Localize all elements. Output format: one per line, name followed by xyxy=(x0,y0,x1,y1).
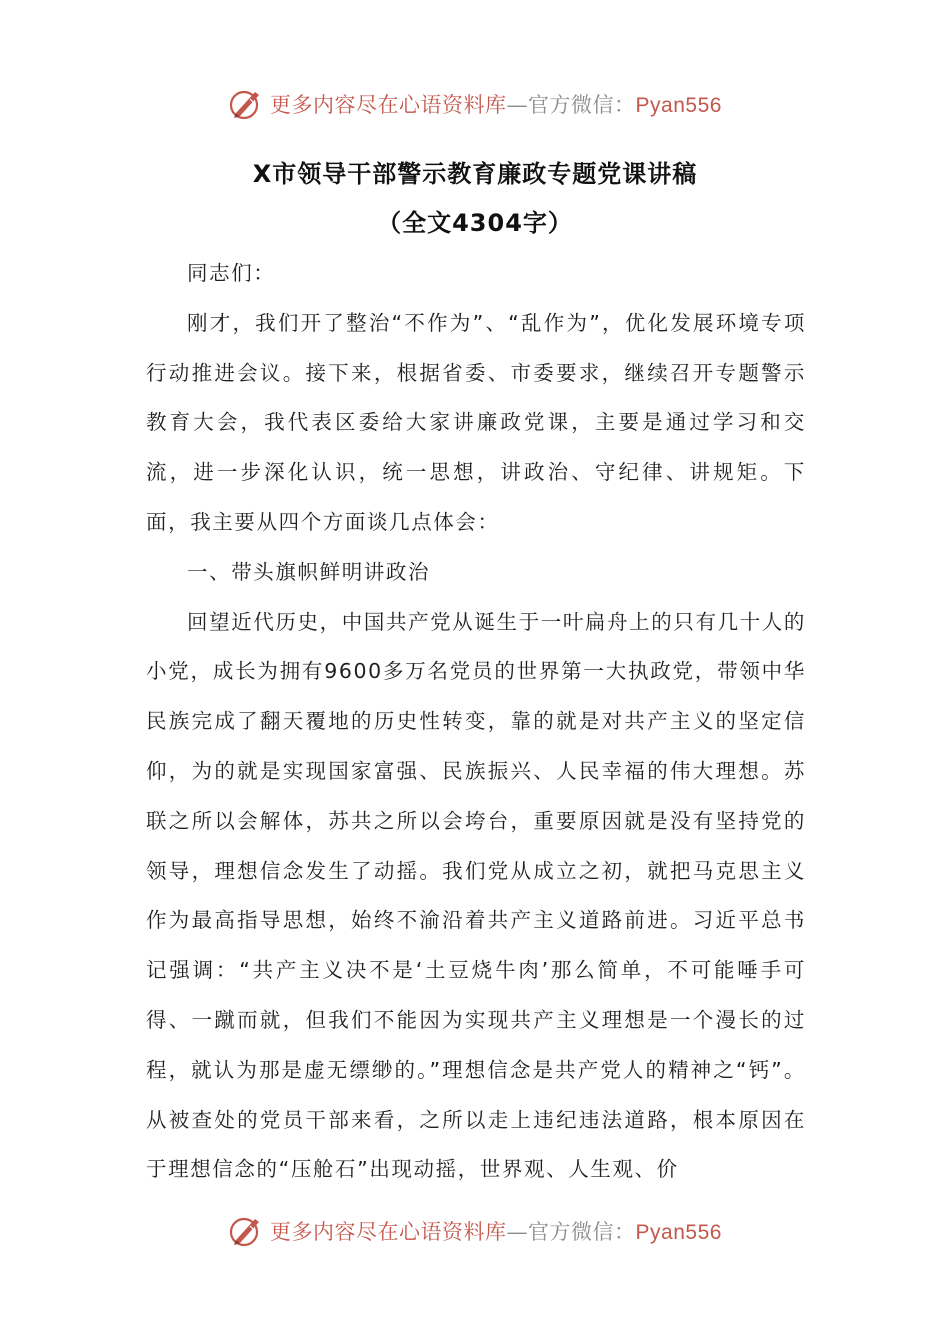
document-body xyxy=(146,249,806,1195)
salutation: 同志们： xyxy=(187,261,276,285)
watermark-text xyxy=(270,1216,722,1246)
watermark-dash: — xyxy=(506,1220,529,1244)
section-paragraph: 回望近代历史，中国共产党从诞生于一叶扁舟上的只有几十人的小党，成长为拥有9600多万名党员的世界第一大执政党，带领中华民族完成了翻天覆地的历史性转变，靠的就是对共产主义的坚定信仰，为的就是实现国家富强、民族振兴、人民幸福的伟大理想。苏联之所以会解体，苏共之所以会垮台，重要原因就是没有坚持党的领导，理想信念发生了动摇。我们党从成立之初，就把马克思主义作为最高指导思想，始终不渝沿着共产主义道路前进。习近平总书记强调：“共产主义决不是‘土豆烧牛肉’那么简单，不可能唾手可得、一蹴而就，但我们不能因为实现共产主义理想是一个漫长的过程，就认为那是虚无缥缈的。”理想信念是共产党人的精神之“钙”。从被查处的党员干部来看，之所以走上违纪违法道路，根本原因在于理想信念的“压舱石”出现动摇，世界观、人生观、价 xyxy=(146,609,806,1182)
pen-circle-logo-icon xyxy=(228,1213,264,1249)
footer-watermark-banner xyxy=(0,1209,950,1253)
pen-circle-logo-icon xyxy=(228,86,264,122)
watermark-dash: — xyxy=(506,93,529,117)
watermark-label: 官方微信： xyxy=(528,1220,636,1244)
watermark-main-text: 更多内容尽在心语资料库 xyxy=(270,93,507,117)
watermark-wechat-id: Pyan556 xyxy=(635,1221,722,1244)
watermark-wechat-id: Pyan556 xyxy=(635,94,722,117)
intro-paragraph: 刚才，我们开了整治“不作为”、“乱作为”，优化发展环境专项行动推进会议。接下来，根据省委、市委要求，继续召开专题警示教育大会，我代表区委给大家讲廉政党课，主要是通过学习和交流，进一步深化认识，统一思想，讲政治、守纪律、讲规矩。下面，我主要从四个方面谈几点体会： xyxy=(146,310,806,534)
watermark-label: 官方微信： xyxy=(528,93,636,117)
watermark-text xyxy=(270,89,722,119)
watermark-main-text: 更多内容尽在心语资料库 xyxy=(270,1220,507,1244)
document-subtitle: （全文4304字） xyxy=(377,209,573,237)
document-title: X市领导干部警示教育廉政专题党课讲稿 xyxy=(252,160,698,188)
section-heading: 一、带头旗帜鲜明讲政治 xyxy=(187,559,431,584)
header-watermark-banner xyxy=(0,82,950,126)
